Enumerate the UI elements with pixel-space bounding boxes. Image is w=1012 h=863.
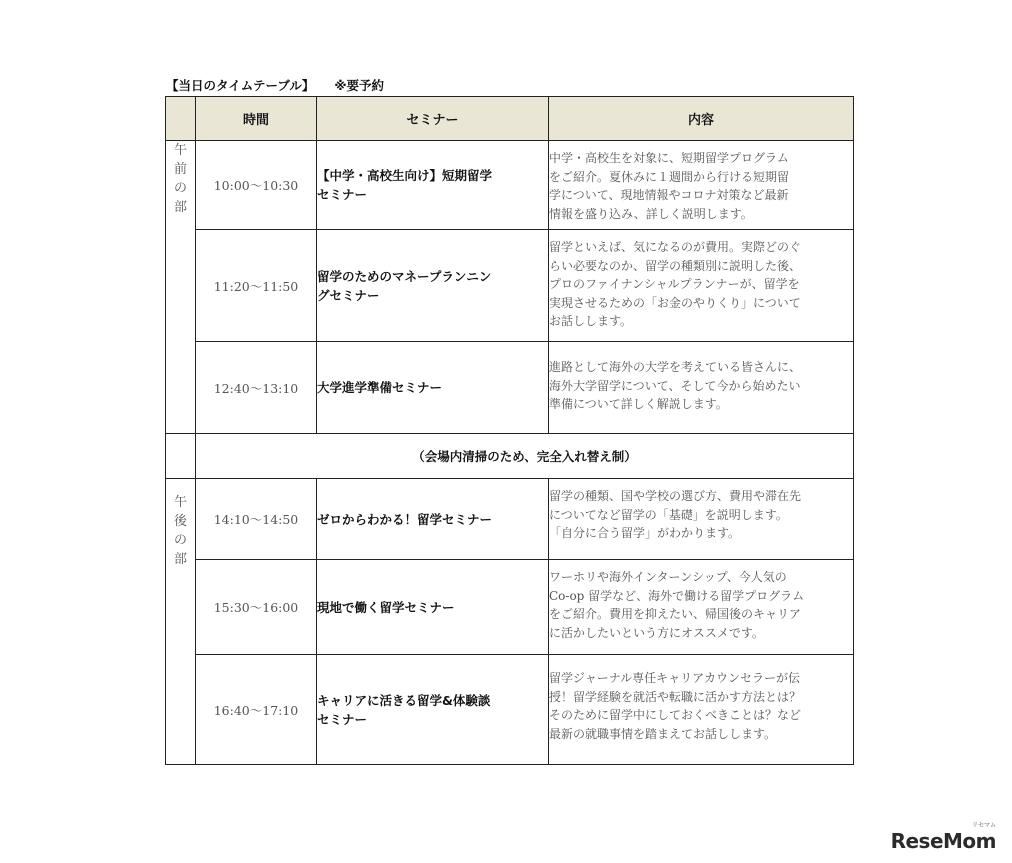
header-seminar: セミナー <box>317 97 549 141</box>
content-cell: 留学の種類、国や学校の選び方、費用や滞在先 についてなど留学の「基礎」を説明します。 「自分に合う留学」がわかります。 <box>549 479 854 560</box>
header-time: 時間 <box>196 97 317 141</box>
seminar-cell: ゼロからわかる！留学セミナー <box>317 479 549 560</box>
seminar-cell: 【中学・高校生向け】短期留学 セミナー <box>317 141 549 230</box>
table-row <box>166 655 854 765</box>
table-row <box>166 342 854 434</box>
timetable <box>165 96 854 765</box>
table-row <box>166 479 854 560</box>
break-notice: （会場内清掃のため、完全入れ替え制） <box>196 434 854 479</box>
header-blank <box>166 97 196 141</box>
time-cell: 15:30～16:00 <box>196 560 317 655</box>
logo-ruby: リセマム <box>972 822 996 829</box>
timetable-title <box>166 76 384 94</box>
time-cell: 16:40～17:10 <box>196 655 317 765</box>
table-row <box>166 230 854 342</box>
content-cell: 進路として海外の大学を考えている皆さんに、 海外大学留学について、そして今から始めたい 準備について詳しく解説します。 <box>549 342 854 434</box>
resemom-logo <box>890 822 996 853</box>
reservation-note: ※要予約 <box>334 78 385 93</box>
content-cell: ワーホリや海外インターンシップ、今人気の Co-op 留学など、海外で働ける留学プログラム をご紹介。費用を抑えたい、帰国後のキャリア に活かしたいという方にオススメです。 <box>549 560 854 655</box>
seminar-cell: 留学のためのマネープランニン グセミナー <box>317 230 549 342</box>
header-content: 内容 <box>549 97 854 141</box>
table-row <box>166 141 854 230</box>
time-cell: 10:00～10:30 <box>196 141 317 230</box>
afternoon-section-label: 午 後 の 部 <box>166 479 196 765</box>
morning-section-label: 午 前 の 部 <box>166 141 196 434</box>
break-row <box>166 434 854 479</box>
seminar-cell: キャリアに活きる留学&体験談 セミナー <box>317 655 549 765</box>
seminar-cell: 大学進学準備セミナー <box>317 342 549 434</box>
time-cell: 12:40～13:10 <box>196 342 317 434</box>
seminar-cell: 現地で働く留学セミナー <box>317 560 549 655</box>
content-cell: 留学といえば、気になるのが費用。実際どのぐ らい必要なのか、留学の種類別に説明した後、 プロのファイナンシャルプランナーが、留学を 実現させるための「お金のやりくり」について お話しします。 <box>549 230 854 342</box>
logo-text: ReseMom <box>890 829 996 853</box>
table-row <box>166 560 854 655</box>
time-cell: 11:20～11:50 <box>196 230 317 342</box>
content-cell: 中学・高校生を対象に、短期留学プログラム をご紹介。夏休みに１週間から行ける短期留 学について、現地情報やコロナ対策など最新 情報を盛り込み、詳しく説明します。 <box>549 141 854 230</box>
title-text: 【当日のタイムテーブル】 <box>166 78 315 93</box>
break-blank <box>166 434 196 479</box>
content-cell: 留学ジャーナル専任キャリアカウンセラーが伝 授！留学経験を就活や転職に活かす方法とは？ そのために留学中にしておくべきことは？など 最新の就職事情を踏まえてお話しします。 <box>549 655 854 765</box>
time-cell: 14:10～14:50 <box>196 479 317 560</box>
header-row <box>166 97 854 141</box>
